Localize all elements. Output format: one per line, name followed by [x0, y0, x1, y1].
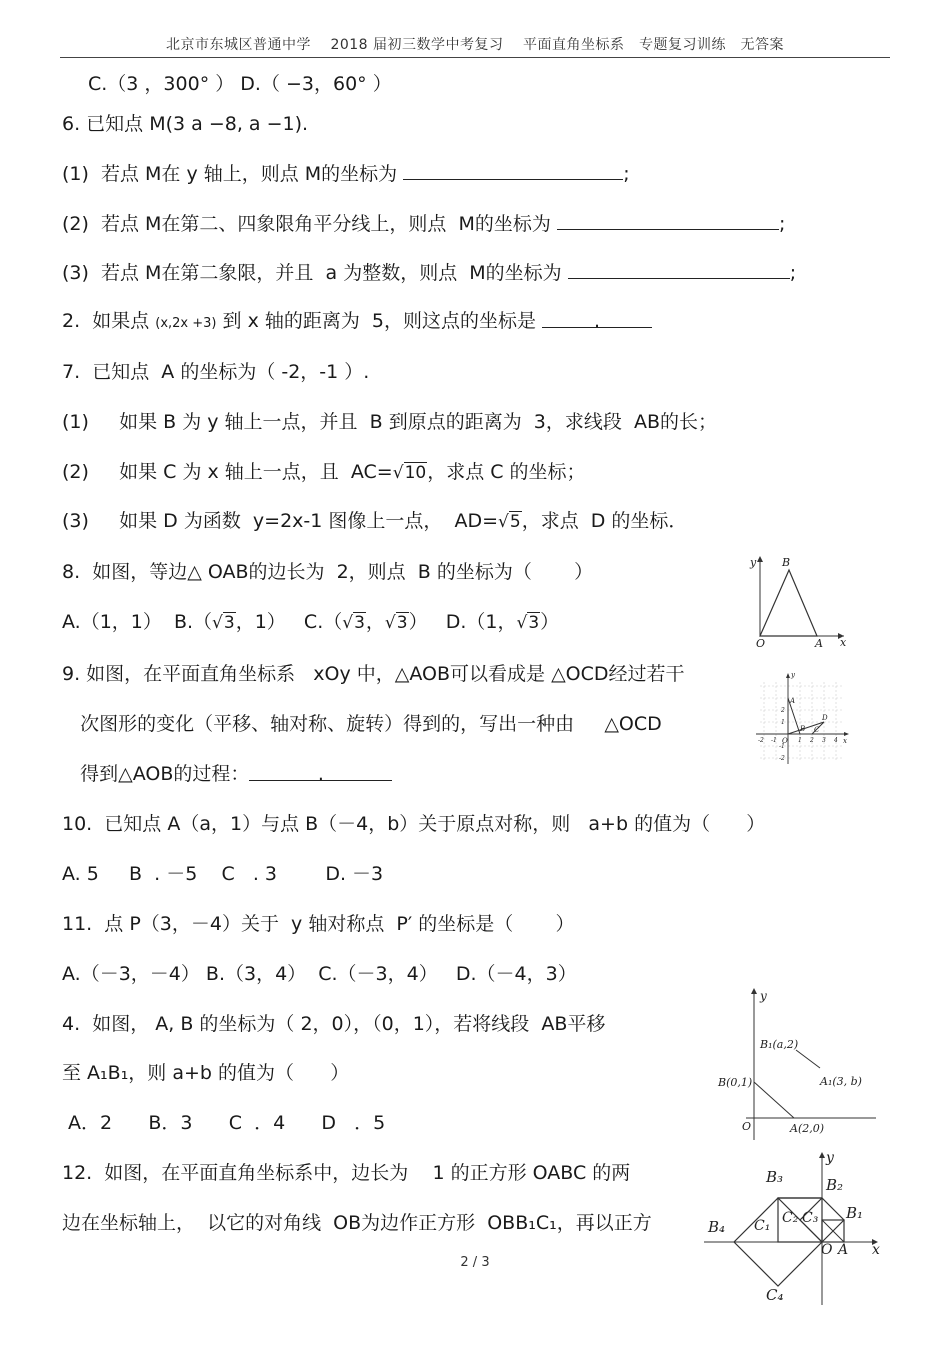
page-header: 北京市东城区普通中学 2018 届初三数学中考复习 平面直角坐标系 专题复习训练 无答案: [166, 37, 784, 53]
point-label: O: [821, 1242, 833, 1258]
page-number: 2 / 3: [460, 1255, 490, 1270]
axis-label: y: [826, 1150, 834, 1166]
point-label: B₁: [846, 1204, 864, 1222]
tick-label: -2: [758, 737, 764, 744]
q12-stem: 12. 如图，在平面直角坐标系中，边长为 1 的正方形 OABC 的两: [62, 1162, 631, 1184]
q4-options: A．2 B．3 C ．4 D ．5: [62, 1112, 386, 1134]
point-label: D: [822, 714, 828, 722]
q4-stem-cont: 至 A₁B₁，则 a+b 的值为（ ）: [62, 1062, 350, 1084]
q7-part3: (3) 如果 D 为函数 y=2x-1 图像上一点， AD=√5，求点 D 的坐标．: [62, 510, 688, 532]
point-label: C₂: [782, 1210, 799, 1226]
q6-stem: 6. 已知点 M(3 a −8, a −1).: [62, 113, 309, 135]
axis-label: x: [872, 1242, 880, 1258]
point-label: B₁(a,2): [760, 1038, 799, 1051]
tick-label: 3: [822, 737, 826, 744]
point-label: C₄: [766, 1286, 784, 1304]
q8-stem: 8. 如图，等边△ OAB的边长为 2，则点 B 的坐标为（ ）: [62, 561, 594, 583]
q9-stem-cont: 次图形的变化（平移、轴对称、旋转）得到的，写出一种由 △OCD: [62, 713, 662, 735]
tick-label: 4: [834, 737, 838, 744]
point-label: B₄: [708, 1218, 726, 1236]
tick-label: 2: [810, 737, 814, 744]
q6-part1: (1) 若点 M在 y 轴上，则点 M的坐标为 ;: [62, 163, 630, 185]
answer-blank[interactable]: .: [249, 762, 392, 781]
header-rule: [60, 57, 890, 58]
answer-blank[interactable]: .: [542, 309, 652, 328]
point-label: B₃: [766, 1168, 784, 1186]
q7-stem: 7. 已知点 A 的坐标为（ -2，-1 ）.: [62, 361, 370, 383]
point-label: C₃: [802, 1210, 819, 1226]
point-label: O: [742, 1120, 752, 1133]
q10-options: A. 5 B . －5 C . 3 D. －3: [62, 863, 384, 885]
q12-stem-cont: 边在坐标轴上， 以它的对角线 OB为边作正方形 OBB₁C₁，再以正方: [62, 1212, 652, 1234]
point-label: A(2,0): [790, 1122, 825, 1135]
q6-part3: (3) 若点 M在第二象限，并且 a 为整数，则点 M的坐标为 ;: [62, 262, 797, 284]
axis-label: y: [791, 671, 795, 679]
q7-part1: (1) 如果 B 为 y 轴上一点，并且 B 到原点的距离为 3，求线段 AB的长；: [62, 411, 717, 433]
tick-label: 2: [781, 707, 785, 714]
tick-label: 1: [798, 737, 802, 744]
point-label: A: [838, 1242, 849, 1258]
point-label: O: [782, 737, 788, 745]
answer-blank[interactable]: [403, 161, 623, 180]
q5-options: C.（3 ，300° ） D.（ −3，60° ）: [88, 73, 392, 95]
point-label: B: [782, 556, 791, 569]
point-label: B₂: [826, 1176, 844, 1194]
q11-options: A.（－3，－4） B.（3，4） C.（－3，4） D.（－4，3）: [62, 963, 577, 985]
point-label: B: [800, 725, 806, 733]
point-label: A: [790, 697, 796, 705]
axis-label: y: [760, 989, 767, 1003]
point-label: B(0,1): [718, 1076, 753, 1089]
axis-label: x: [840, 636, 847, 648]
q7-part2: (2) 如果 C 为 x 轴上一点，且 AC=√10，求点 C 的坐标；: [62, 461, 586, 483]
q9-stem: 9. 如图，在平面直角坐标系 xOy 中，△AOB可以看成是 △OCD经过若干: [62, 663, 685, 685]
q8-options: A.（1，1） B.（√3，1） C.（√3，√3） D.（1，√3）: [62, 611, 560, 633]
answer-blank[interactable]: [557, 211, 779, 230]
q10-stem: 10. 已知点 A（a，1）与点 B（－4，b）关于原点对称，则 a+b 的值为（ ）: [62, 813, 766, 835]
answer-blank[interactable]: [568, 260, 790, 279]
tick-label: 1: [781, 719, 785, 726]
axis-label: y: [750, 556, 757, 569]
tick-label: -1: [779, 743, 785, 750]
point-label: O: [756, 637, 766, 648]
q8-figure: [742, 548, 852, 648]
point-label: A: [815, 637, 823, 648]
q11-stem: 11. 点 P（3，－4）关于 y 轴对称点 P′ 的坐标是（ ）: [62, 913, 575, 935]
q2-stem: 2. 如果点 (x,2x +3) 到 x 轴的距离为 5，则这点的坐标是 .: [62, 309, 652, 336]
point-label: A₁(3, b): [820, 1075, 862, 1088]
q6-part2: (2) 若点 M在第二、四象限角平分线上，则点 M的坐标为 ;: [62, 213, 786, 235]
point-label: C₁: [754, 1218, 771, 1234]
q9-answer-line: 得到△AOB的过程： .: [62, 762, 392, 786]
q12-figure: [704, 1150, 884, 1305]
q4-figure: [716, 982, 880, 1142]
q4-stem: 4. 如图， A, B 的坐标为（ 2，0），（0，1），若将线段 AB平移: [62, 1013, 606, 1035]
tick-label: -1: [771, 737, 777, 744]
q9-figure: [752, 668, 852, 768]
tick-label: -2: [779, 755, 785, 762]
point-label: C: [814, 726, 820, 734]
axis-label: x: [843, 737, 847, 745]
